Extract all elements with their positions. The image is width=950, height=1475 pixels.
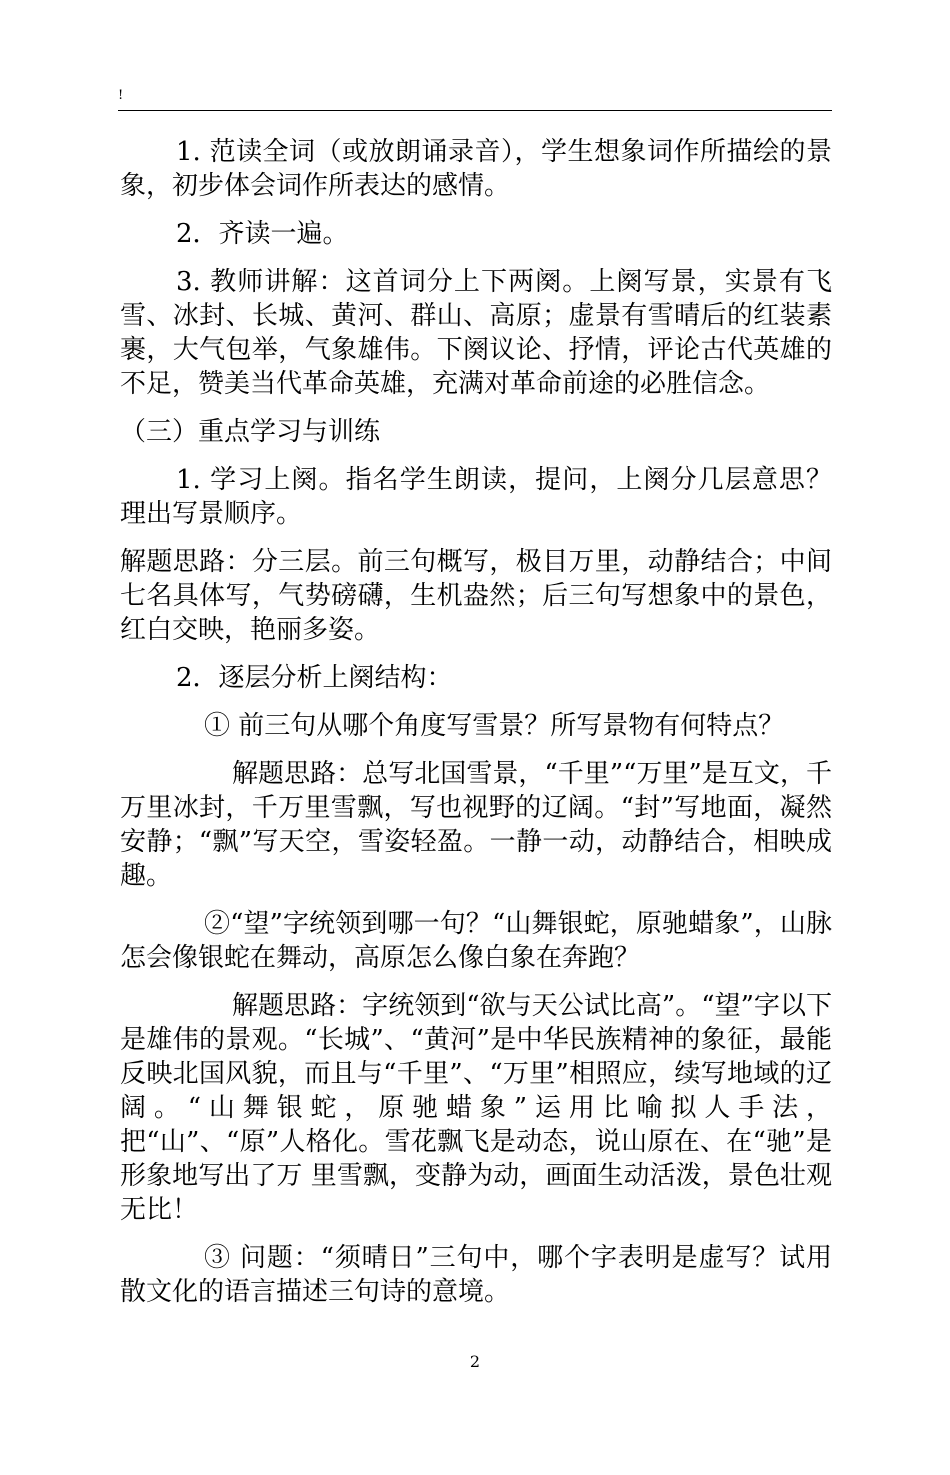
paragraph-11: ③ 问题：“须晴日”三句中，哪个字表明是虚写？试用散文化的语言描述三句诗的意境。 [120, 1243, 832, 1307]
document-body [120, 135, 832, 1309]
paragraph-9: ②“望”字统领到哪一句？“山舞银蛇，原驰蜡象”，山脉怎会像银蛇在舞动，高原怎么像白象在奔跑？ [120, 909, 832, 973]
paragraph-3: 3. 教师讲解：这首词分上下两阕。上阕写景，实景有飞雪、冰封、长城、黄河、群山、高原；虚景有雪晴后的红装素裹，大气包举，气象雄伟。下阕议论、抒情，评论古代英雄的不足，赞美当代革命英雄，充满对革命前途的必胜信念。 [120, 267, 832, 399]
paragraph-1: 1. 范读全词（或放朗诵录音），学生想象词作所描绘的景象，初步体会词作所表达的感情。 [120, 137, 832, 201]
page-number: 2 [469, 1352, 481, 1371]
paragraph-8: 解题思路：总写北国雪景，“千里”“万里”是互文，千万里冰封，千万里雪飘，写也视野的辽阔。“封”写地面，凝然安静；“飘”写天空，雪姿轻盈。一静一动，动静结合，相映成趣。 [120, 759, 832, 891]
paragraph-4: 1. 学习上阕。指名学生朗读，提问，上阕分几层意思？理出写景顺序。 [120, 465, 832, 529]
paragraph-10: 解题思路：字统领到“欲与天公试比高”。“望”字以下是雄伟的景观。“长城”、“黄河”是中华民族精神的象征，最能反映北国风貌，而且与“千里”、“万里”相照应，续写地域的辽阔。“山舞银蛇，原驰蜡象”运用比喻拟人手法，把“山”、“原”人格化。雪花飘飞是动态，说山原在、在“驰”是形象地写出了万 里雪飘，变静为动，画面生动活泼，景色壮观无比！ [120, 991, 832, 1225]
paragraph-6: 2．逐层分析上阕结构： [176, 663, 453, 693]
header-rule [118, 110, 832, 111]
header-mark: ! [118, 88, 124, 103]
paragraph-5: 解题思路：分三层。前三句概写，极目万里，动静结合；中间七名具体写，气势磅礴，生机盎然；后三句写想象中的景色，红白交映，艳丽多姿。 [120, 547, 832, 645]
paragraph-7: ① 前三句从哪个角度写雪景？所写景物有何特点？ [204, 711, 785, 741]
paragraph-2: 2．齐读一遍。 [176, 219, 349, 249]
section-heading: （三）重点学习与训练 [120, 417, 381, 447]
